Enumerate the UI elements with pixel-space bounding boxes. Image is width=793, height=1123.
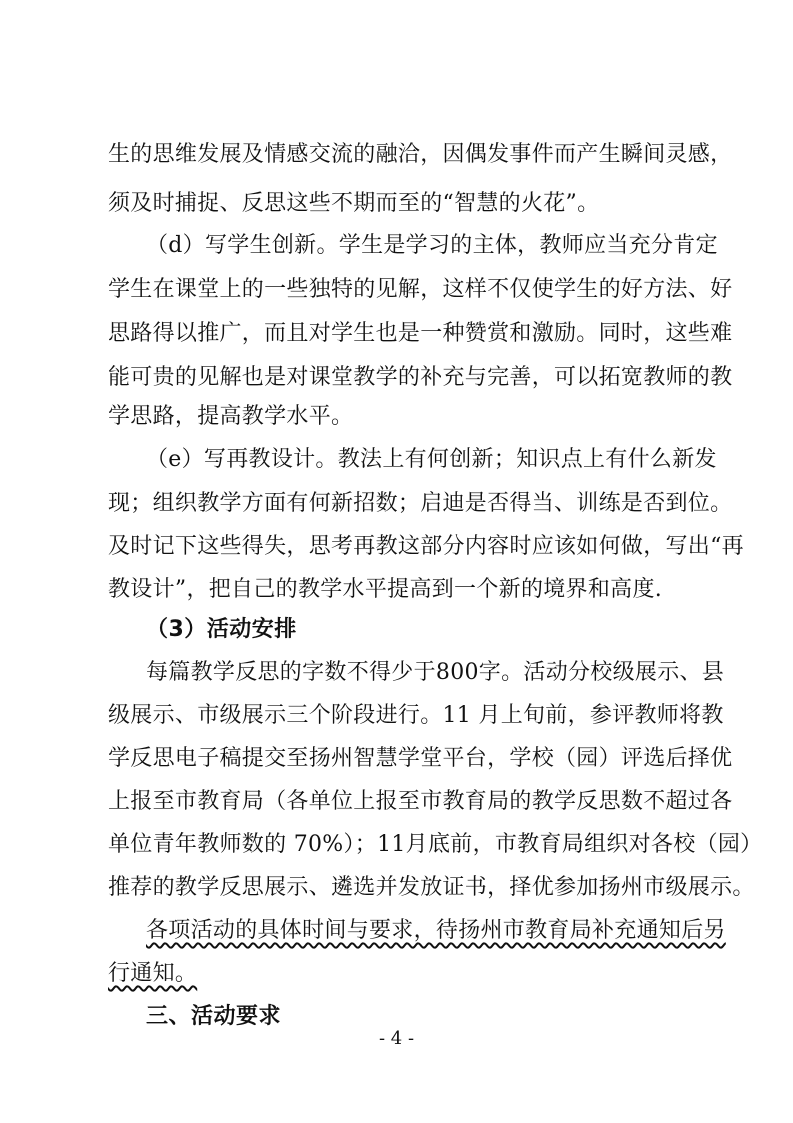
notice-line-2: 行通知。 (108, 961, 198, 986)
section-heading-activity-schedule: （3）活动安排 (146, 617, 297, 642)
paragraph-d-line-4: 能可贵的见解也是对课堂教学的补充与完善，可以拓宽教师的教 (108, 365, 733, 390)
paragraph-e-line-2: 现；组织教学方面有何新招数；启迪是否得当、训练是否到位。 (108, 491, 733, 516)
notice-line-1: 各项活动的具体时间与要求，待扬州市教育局补充通知后另 (146, 918, 726, 943)
paragraph-d-line-1: （d）写学生创新。学生是学习的主体，教师应当充分肯定 (146, 233, 718, 258)
schedule-line-1: 每篇教学反思的字数不得少于800字。活动分校级展示、县 (146, 660, 725, 685)
schedule-line-4: 上报至市教育局（各单位上报至市教育局的教学反思数不超过各 (108, 789, 733, 814)
paragraph-d-line-3: 思路得以推广，而且对学生也是一种赞赏和激励。同时，这些难 (108, 321, 733, 346)
paragraph-e-line-1: （e）写再教设计。教法上有何创新；知识点上有什么新发 (146, 447, 717, 472)
schedule-line-6: 推荐的教学反思展示、遴选并发放证书，择优参加扬州市级展示。 (108, 875, 755, 900)
schedule-line-5: 单位青年教师数的 70%）；11月底前，市教育局组织对各校（园） (108, 832, 763, 857)
section-heading-activity-requirements: 三、活动要求 (146, 1004, 282, 1029)
page-number: - 4 - (378, 1028, 415, 1049)
paragraph-line-2: 须及时捕捉、反思这些不期而至的“智慧的火花”。 (108, 191, 600, 216)
schedule-line-3: 学反思电子稿提交至扬州智慧学堂平台，学校（园）评选后择优 (108, 746, 733, 771)
schedule-line-2: 级展示、市级展示三个阶段进行。11 月上旬前，参评教师将教 (108, 703, 724, 728)
paragraph-line-1: 生的思维发展及情感交流的融洽，因偶发事件而产生瞬间灵感， (108, 142, 733, 167)
paragraph-d-line-2: 学生在课堂上的一些独特的见解，这样不仅使学生的好方法、好 (108, 277, 733, 302)
paragraph-e-line-3: 及时记下这些得失，思考再教这部分内容时应该如何做，写出“再 (108, 534, 744, 559)
paragraph-e-line-4: 教设计”，把自己的教学水平提高到一个新的境界和高度. (108, 577, 663, 602)
paragraph-d-line-5: 学思路，提高教学水平。 (108, 404, 354, 429)
